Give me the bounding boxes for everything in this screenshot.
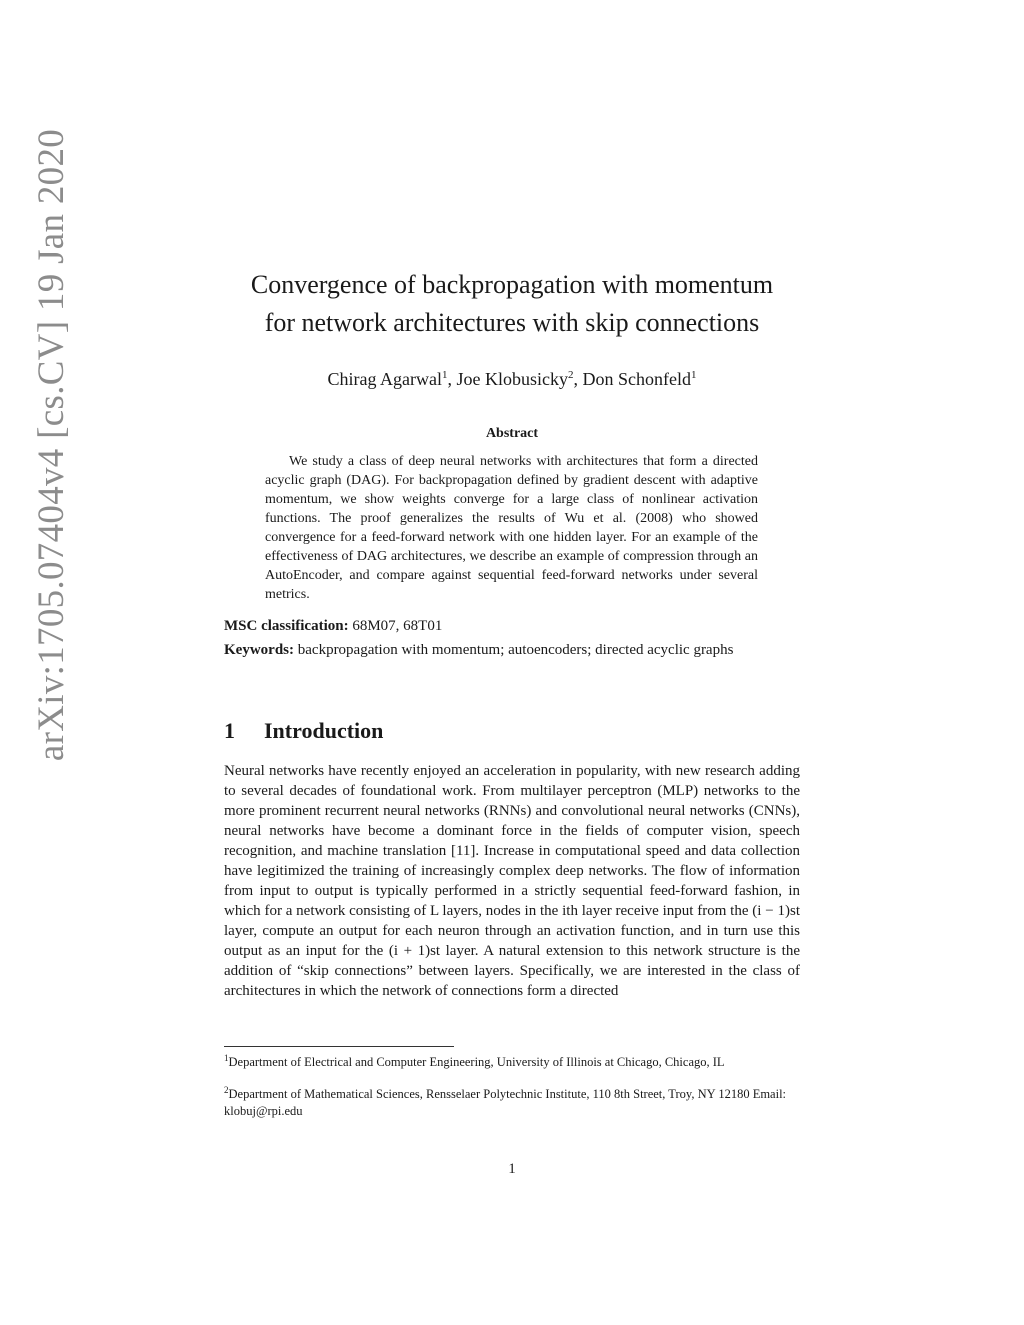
author-separator: , (447, 369, 457, 389)
author-name: Don Schonfeld (582, 369, 691, 389)
arxiv-side-stamp: arXiv:1705.07404v4 [cs.CV] 19 Jan 2020 (31, 128, 72, 762)
footnote-text: Department of Mathematical Sciences, Rensselaer Polytechnic Institute, 110 8th Street, Troy, NY 12180 Email: klobuj@rpi.edu (224, 1087, 787, 1118)
abstract-heading: Abstract (485, 426, 539, 441)
author-name: Joe Klobusicky (456, 369, 568, 389)
section-number: 1 (224, 718, 235, 743)
abstract-text: We study a class of deep neural networks with architectures that form a directed acyclic graph (DAG). For backpropagation defined by gradient descent with adaptive momentum, we show weights converge for a large class of nonlinear activation functions. The proof generalizes the results of Wu et al. (2008) who showed convergence for a feed-forward network with one hidden layer. For an example of the effectiveness of DAG architectures, we describe an example of compression through an AutoEncoder, and compare against sequential feed-forward networks under several metrics. (265, 454, 758, 602)
footnote-rule (224, 1046, 454, 1047)
title-line-1: Convergence of backpropagation with momentum (250, 270, 774, 299)
page-number: 1 (508, 1161, 516, 1177)
footnote-1 (224, 1050, 802, 1071)
author-list (200, 362, 824, 392)
introduction-paragraph: Neural networks have recently enjoyed an acceleration in popularity, with new research adding to several decades of foundational work. From multilayer perceptron (MLP) networks to the more prominent recurrent neural networks (RNNs) and convolutional neural networks (CNNs), neural networks have become a dominant force in the fields of computer vision, speech recognition, and machine translation [11]. Increase in computational speed and data collection have legitimized the training of increasingly complex deep networks. The flow of information from input to output is typically performed in a strictly sequential feed-forward fashion, in which for a network consisting of L layers, nodes in the ith layer receive input from the (i − 1)st layer, compute an output for each neuron through an activation function, and in turn use this output as an input for the (i + 1)st layer. A natural extension to this network structure is the addition of “skip connections” between layers. Specifically, we are interested in the class of architectures in which the network of connections form a directed (224, 763, 800, 999)
section-title: Introduction (264, 718, 384, 743)
author-separator: , (573, 369, 583, 389)
footnote-text: Department of Electrical and Computer Engineering, University of Illinois at Chicago, Chicago, IL (228, 1055, 725, 1069)
msc-value: 68M07, 68T01 (352, 618, 443, 634)
section-heading (224, 718, 383, 744)
footnote-2 (224, 1082, 802, 1120)
author-affiliation-mark: 2 (567, 369, 574, 381)
footnote-mark: 2 (224, 1085, 229, 1095)
paper-title (200, 266, 824, 342)
keywords-value: backpropagation with momentum; autoencoders; directed acyclic graphs (297, 642, 734, 658)
msc-classification (224, 616, 802, 636)
msc-label: MSC classification: (224, 618, 349, 634)
author-affiliation-mark: 1 (441, 369, 448, 381)
keywords-label: Keywords: (224, 642, 294, 658)
author-affiliation-mark: 1 (690, 369, 697, 381)
title-line-2: for network architectures with skip connections (264, 308, 760, 337)
footnote-mark: 1 (224, 1053, 229, 1063)
keywords (224, 640, 802, 660)
author-name: Chirag Agarwal (327, 369, 442, 389)
